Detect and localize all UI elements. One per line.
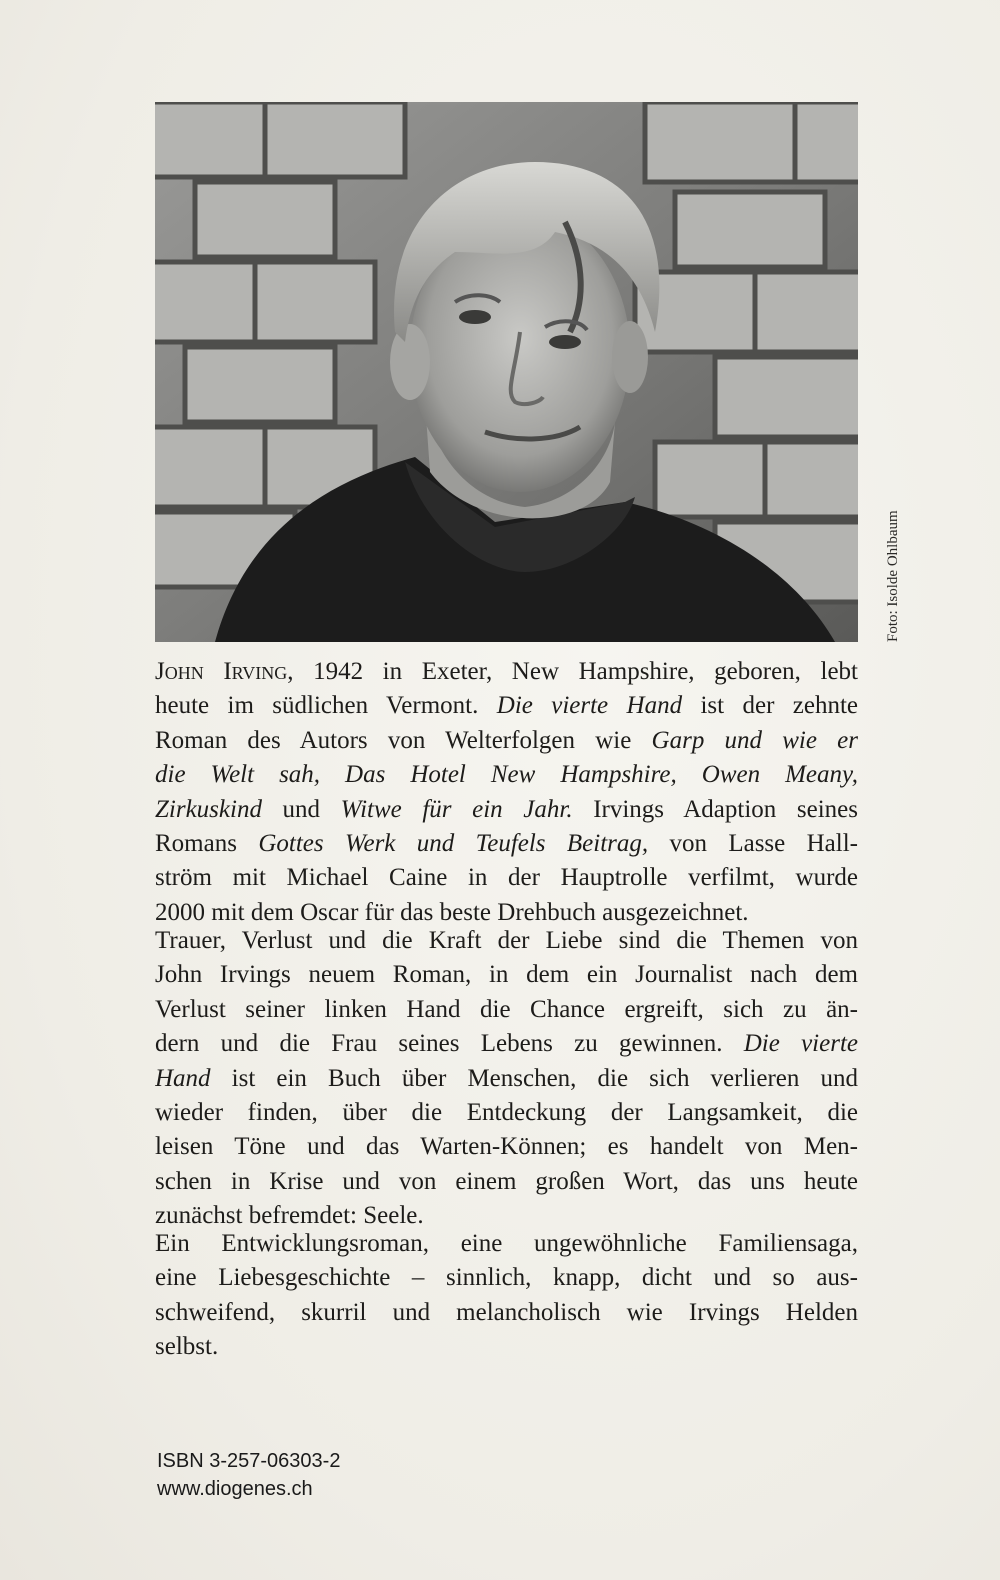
summary-paragraph: Ein Entwicklungsroman, eine ungewöhnliche Familiensaga, eine Liebesgeschichte – sinnlich, knapp, dicht und so aus- schweifend, skurril und melancholisch wie Irvings Helden selbst. <box>155 1230 858 1361</box>
blurb-paragraph: Trauer, Verlust und die Kraft der Liebe sind die Themen von John Irvings neuem Roman, in dem ein Journalist nach dem Verlust seiner linken Hand die Chance ergreift, sich zu än- dern und die Frau seines Lebens zu gewinnen. Die vierte Hand ist ein Buch über Menschen, die sich verlieren und wieder finden, über die Entdeckung der Langsamkeit, die leisen Töne und das Warten-Können; es handelt von Men- schen in Krise und von einem großen Wort, das uns heute zunächst befremdet: Seele. <box>155 927 858 1230</box>
author-name: John Irving <box>155 658 288 685</box>
publisher-url: www.diogenes.ch <box>157 1478 313 1500</box>
author-photo <box>155 102 858 642</box>
book-title: Die vierte Hand <box>496 692 683 720</box>
isbn: ISBN 3-257-06303-2 <box>157 1450 341 1472</box>
imprint <box>157 1447 340 1503</box>
author-bio-paragraph: John Irving, 1942 in Exeter, New Hampshire, geboren, lebt heute im südlichen Vermont. Die vierte Hand ist der zehnte Roman des Autors von Welterfolgen wie Garp und wie er die Welt sah, Das Hotel New Hampshire, Owen Meany, Zirkuskind und Witwe für ein Jahr. Irvings Adaption seines Romans Gottes Werk und Teufels Beitrag, von Lasse Hall- ström mit Michael Caine in der Hauptrolle verfilmt, wurde 2000 mit dem Oscar für das beste Drehbuch ausgezeichnet. <box>155 658 858 926</box>
author-portrait-icon <box>155 102 858 642</box>
photo-credit: Foto: Isolde Ohlbaum <box>885 510 901 642</box>
